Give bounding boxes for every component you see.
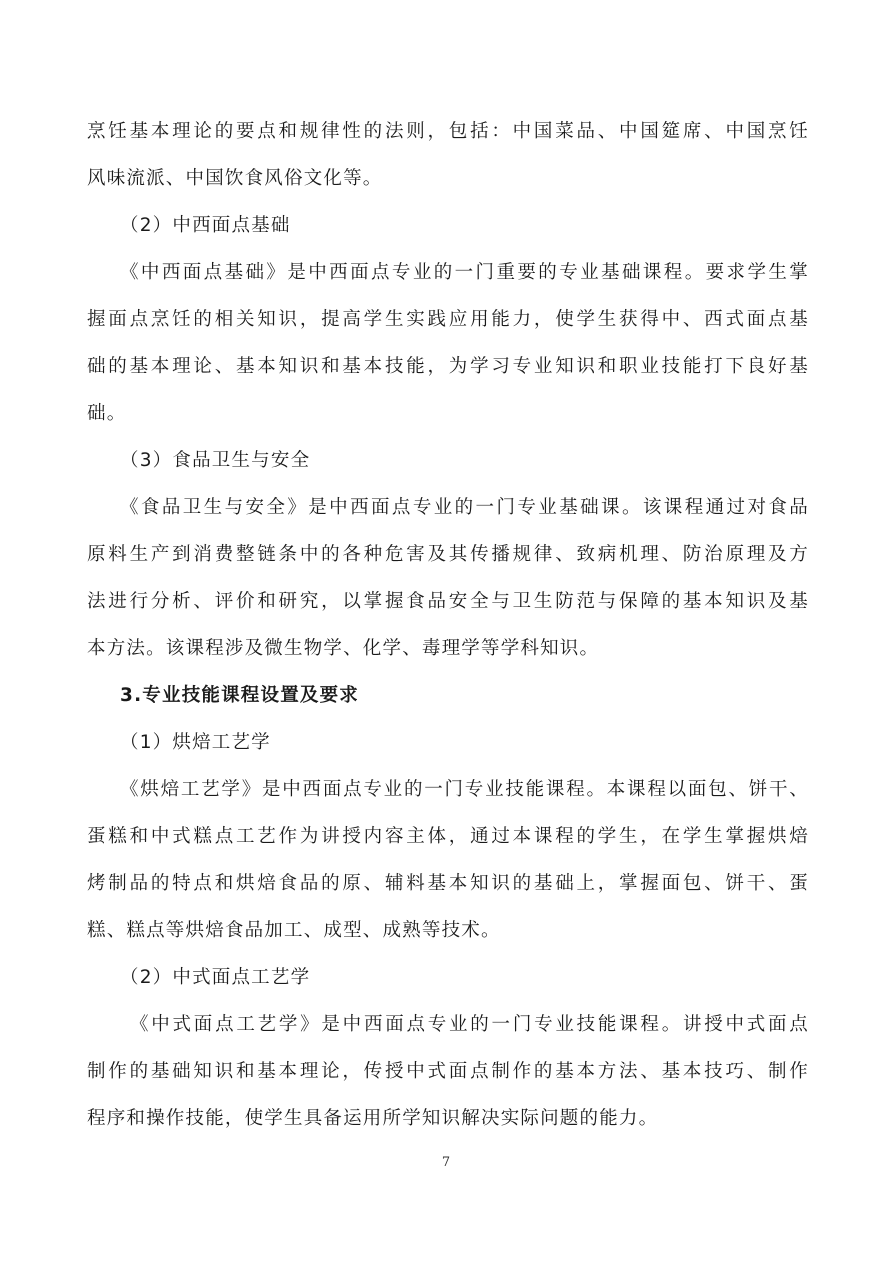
body-line: 法进行分析、评价和研究，以掌握食品安全与卫生防范与保障的基本知识及基 xyxy=(87,591,809,612)
body-line: 《中式面点工艺学》是中西面点专业的一门专业技能课程。讲授中式面点 xyxy=(130,1014,809,1035)
body-line: 烤制品的特点和烘焙食品的原、辅料基本知识的基础上，掌握面包、饼干、蛋 xyxy=(87,873,809,894)
body-line: 础的基本理论、基本知识和基本技能，为学习专业知识和职业技能打下良好基 xyxy=(87,356,809,377)
body-line: 糕、糕点等烘焙食品加工、成型、成熟等技术。 xyxy=(87,920,501,941)
body-line: 程序和操作技能，使学生具备运用所学知识解决实际问题的能力。 xyxy=(87,1108,659,1129)
body-line: 《烘焙工艺学》是中西面点专业的一门专业技能课程。本课程以面包、饼干、 xyxy=(120,779,809,800)
body-line: 制作的基础知识和基本理论，传授中式面点制作的基本方法、基本技巧、制作 xyxy=(87,1061,809,1082)
subsection-heading: （2）中式面点工艺学 xyxy=(120,967,311,988)
body-line: 本方法。该课程涉及微生物学、化学、毒理学等学科知识。 xyxy=(87,638,600,659)
subsection-heading: （1）烘焙工艺学 xyxy=(120,732,271,753)
section-heading: 3.专业技能课程设置及要求 xyxy=(120,685,360,706)
subsection-heading: （2）中西面点基础 xyxy=(120,215,291,236)
body-line: 握面点烹饪的相关知识，提高学生实践应用能力，使学生获得中、西式面点基 xyxy=(87,309,809,330)
body-line: 《中西面点基础》是中西面点专业的一门重要的专业基础课程。要求学生掌 xyxy=(120,262,809,283)
subsection-heading: （3）食品卫生与安全 xyxy=(120,450,311,471)
body-line: 蛋糕和中式糕点工艺作为讲授内容主体，通过本课程的学生，在学生掌握烘焙 xyxy=(87,826,809,847)
body-line: 原料生产到消费整链条中的各种危害及其传播规律、致病机理、防治原理及方 xyxy=(87,544,809,565)
body-line: 风味流派、中国饮食风俗文化等。 xyxy=(87,168,383,189)
page-number: 7 xyxy=(441,1155,451,1170)
body-line: 烹饪基本理论的要点和规律性的法则，包括：中国菜品、中国筵席、中国烹饪 xyxy=(87,121,809,142)
body-line: 础。 xyxy=(87,403,127,424)
body-line: 《食品卫生与安全》是中西面点专业的一门专业基础课。该课程通过对食品 xyxy=(120,497,809,518)
